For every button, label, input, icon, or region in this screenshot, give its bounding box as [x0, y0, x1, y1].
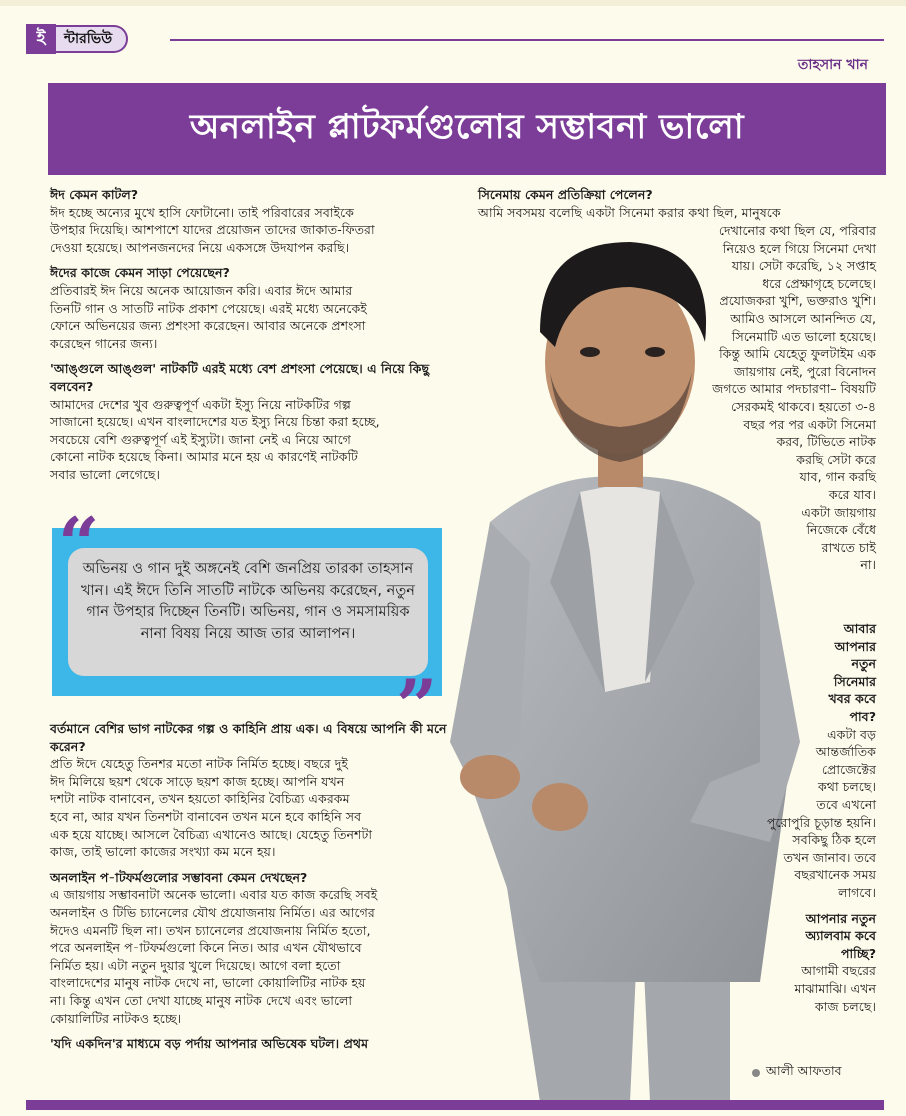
pull-quote-text: অভিনয় ও গান দুই অঙ্গনেই বেশি জনপ্রিয় তারকা তাহসান খান। এই ঈদে তিনি সাতটি নাটকে অভিনয় করেছেন, নতুন গান উপহার দিচ্ছেন তিনটি। অভিনয়, গান ও সমসাময়িক নানা বিষয় নিয়ে আজ তার আলাপন।: [68, 548, 428, 676]
question-line: আপনার: [834, 638, 876, 654]
answer-line: সেরকমই থাকবে। হয়তো ৩-৪: [730, 399, 876, 414]
pull-quote-box: [52, 528, 442, 696]
byline: তাহসান খান: [797, 57, 868, 73]
answer-line: নিজেকে বেঁধে: [806, 522, 876, 538]
answer-line: জগতে আমার পদচারণা– বিষয়টি: [712, 381, 876, 397]
answer-line: তিনটি গান ও সাতটি নাটক প্রকাশ পেয়েছে। এরই মধ্যে অনেকেই: [50, 300, 367, 316]
answer-line: ঈদ মিলিয়ে ছয়শ থেকে সাড়ে ছয়শ কাজ হচ্ছে। আপনি যখন: [50, 773, 345, 789]
answer-line: তবে এখনো: [816, 797, 876, 812]
question-6: 'যদি একদিন'র মাধ্যমে বড় পর্দায় আপনার অভিষেক ঘটল। প্রথম: [50, 1036, 369, 1052]
answer-line: এ জায়গায় সম্ভাবনাটা অনেক ভালো। এবার যত কাজ করেছি সবই: [50, 887, 378, 903]
question-line: অ্যালবাম কবে: [805, 928, 876, 944]
answer-7-line-0: আমি সবসময় বলেছি একটা সিনেমা করার কথা ছিল, মানুষকে: [478, 205, 781, 220]
answer-line: আমাদের দেশের খুব গুরুত্বপূর্ণ একটা ইস্যু নিয়ে নাটকটির গল্প: [50, 396, 351, 412]
answer-line: প্রোজেক্টের: [821, 761, 876, 777]
top-edge: [0, 0, 906, 6]
answer-line: তখন জানাব। তবে: [783, 849, 876, 865]
answer-line: করব, টিভিতে নাটক: [776, 434, 876, 450]
answer-line: সবার ভালো লেগেছে।: [50, 466, 161, 482]
question-line: পাচ্ছি?: [840, 945, 876, 961]
answer-line: লাগবে।: [838, 885, 876, 900]
answer-line: যায়। সেটা করেছি, ১২ সপ্তাহ: [731, 258, 876, 274]
answer-line: সাজানো হয়েছে। এখন বাংলাদেশের যত ইস্যু নিয়ে চিন্তা করা হচ্ছে,: [50, 414, 380, 430]
question-line: সিনেমার: [833, 673, 876, 689]
answer-line: বছর পর পর একটা সিনেমা: [743, 416, 876, 432]
answer-line: দশটা নাটক বানাবেন, তখন হয়তো কাহিনির বৈচিত্র্য একরকম: [50, 791, 350, 807]
answer-line: সিনেমাটি এত ভালো হয়েছে।: [731, 328, 876, 344]
answer-line: কথা চলছে।: [818, 779, 876, 795]
answer-line: উপহার দিয়েছি। আশপাশে যাদের প্রয়োজন তাদের জাকাত-ফিতরা: [50, 222, 375, 238]
answer-line: প্রতি ঈদে যেহেতু তিনশর মতো নাটক নির্মিত হচ্ছে। বছরে দুই: [50, 756, 348, 772]
answer-line: এক হয়ে যাচ্ছে। আসলে বৈচিত্র্য এখানেও আছে। যেহেতু তিনশটা: [50, 826, 373, 842]
question-line: আপনার নতুন: [805, 910, 876, 926]
answer-line: পুরোপুরি চূড়ান্ত হয়নি।: [766, 814, 876, 830]
right-question-1: [478, 186, 878, 204]
answer-line: কোনো নাটক হয়েছে কিনা। আমার মনে হয় এ কারণেই নাটকটি: [50, 449, 358, 465]
answer-line: করেছেন গানের জন্য।: [50, 335, 158, 351]
section-tag-initial: ই: [26, 24, 56, 54]
answer-line: একটা বড়: [827, 726, 876, 742]
answer-line: কাজ, তাই ভালো কাজের সংখ্যা কম মনে হয়।: [50, 844, 276, 860]
question-4: বর্তমানে বেশির ভাগ নাটকের গল্প ও কাহিনি প্রায় এক। এ বিষয়ে আপনি কী মনে করেন?: [50, 721, 447, 754]
left-column-lower: [50, 720, 455, 1053]
question-1: ঈদ কেমন কাটল?: [50, 187, 139, 202]
question-line: আবার: [843, 621, 876, 636]
answer-line: আন্তর্জাতিক: [815, 744, 876, 760]
open-quote-icon: “: [58, 501, 100, 586]
answer-line: যাব, গান করছি: [799, 469, 876, 485]
answer-line: জায়গায় নেই, পুরো বিনোদন: [733, 363, 876, 379]
answer-3: [50, 396, 455, 484]
answer-line: ফোনে অভিনয়ের জন্য প্রশংসা করেছেন। আবার অনেকে প্রশংসা: [50, 318, 366, 334]
answer-line: কোয়ালিটির নাটকও হচ্ছে।: [50, 1010, 182, 1026]
answer-line: কিন্তু আমি যেহেতু ফুলটাইম এক: [719, 346, 876, 362]
answer-line: না।: [860, 557, 876, 573]
credit-dot-icon: [752, 1069, 760, 1077]
headline: অনলাইন প্লাটফর্মগুলোর সম্ভাবনা ভালো: [189, 106, 745, 147]
footer-bar: [26, 1100, 884, 1110]
answer-5: [50, 886, 455, 1027]
answer-line: একটা জায়গায়: [801, 504, 876, 520]
answer-line: ঈদ হচ্ছে অন্যের মুখে হাসি ফোটানো। তাই পরিবারের সবাইকে: [50, 204, 354, 220]
section-tag: [26, 24, 128, 54]
close-quote-icon: ”: [396, 663, 438, 748]
answer-line: রাখতে চাই: [821, 539, 876, 555]
question-3: 'আঙ্গুলে আঙ্গুল' নাটকটি এরই মধ্যে বেশ প্রশংসা পেয়েছে। এ নিয়ে কিছু বলবেন?: [50, 361, 430, 394]
answer-line: ধরে প্রেক্ষাগৃহে চলেছে।: [762, 275, 876, 291]
answer-line: দেখানোর কথা ছিল যে, পরিবার: [718, 223, 876, 238]
header-rule: [170, 39, 884, 41]
question-line: খবর কবে: [828, 691, 876, 707]
question-line: নতুন: [851, 656, 876, 672]
question-7: সিনেমায় কেমন প্রতিক্রিয়া পেলেন?: [478, 187, 653, 202]
headline-band: [48, 83, 886, 175]
answer-line: সবচেয়ে বেশি গুরুত্বপূর্ণ এই ইস্যুটা। জানা নেই এ নিয়ে আগে: [50, 431, 351, 447]
section-tag-label: ন্টারভিউ: [56, 25, 128, 53]
answer-line: প্রযোজকরা খুশি, ভক্তরাও খুশি।: [719, 293, 876, 309]
answer-line: বাংলাদেশের মানুষ নাটক দেখে না, ভালো কোয়ালিটির নাটক হয়: [50, 975, 366, 991]
answer-line: মাঝামাঝি। এখন: [794, 981, 876, 996]
answer-line: নিয়েও হলে গিয়ে সিনেমা দেখা: [722, 240, 876, 256]
answer-line: না। কিন্তু এখন তো দেখা যাচ্ছে মানুষ নাটক দেখে এবং ভালো: [50, 992, 353, 1008]
answer-line: প্রতিবারই ঈদ নিয়ে অনেক আয়োজন করি। এবার ঈদে আমার: [50, 282, 353, 298]
left-column: [50, 186, 455, 484]
answer-line: করছি সেটা করে: [796, 451, 876, 467]
answer-line: করে যাব।: [828, 487, 876, 502]
question-2: ঈদের কাজে কেমন সাড়া পেয়েছেন?: [50, 265, 230, 281]
answer-line: কাজ চলছে।: [814, 998, 876, 1014]
answer-line: দেওয়া হয়েছে। আপনজনদের নিয়ে একসঙ্গে উদযাপন করছি।: [50, 239, 350, 255]
answer-line: পরে অনলাইন প-াটফর্মগুলো কিনে নিত। আর এখন যৌথভাবে: [50, 940, 362, 956]
answer-1: [50, 204, 455, 257]
answer-4: [50, 755, 455, 861]
photo-credit: [752, 1063, 842, 1083]
answer-line: ঈদেও এমনটি ছিল না। তখন চ্যানেলের প্রযোজনায় নির্মিত হতো,: [50, 922, 371, 938]
question-5: অনলাইন প-াটফর্মগুলোর সম্ভাবনা কেমন দেখছেন?: [50, 869, 308, 885]
answer-line: অনলাইন ও টিভি চ্যানেলের যৌথ প্রযোজনায় নির্মিত। এর আগের: [50, 904, 375, 920]
answer-line: বছরখানেক সময়: [794, 867, 876, 883]
answer-line: নির্মিত হয়। এটা নতুন দুয়ার খুলে দিয়েছে। আগে বলা হতো: [50, 957, 341, 973]
answer-line: আমিও আসলে আনন্দিত যে,: [730, 311, 876, 326]
answer-line: সবকিছু ঠিক হলে: [792, 832, 876, 848]
answer-line: হবে না, আর যখন তিনশটা বানাবেন তখন মনে হবে কাহিনি সব: [50, 808, 362, 824]
answer-line: আগামী বছরের: [801, 963, 876, 979]
photo-credit-name: আলী আফতাব: [766, 1063, 842, 1078]
answer-2: [50, 282, 455, 352]
question-line: পাব?: [849, 709, 876, 724]
